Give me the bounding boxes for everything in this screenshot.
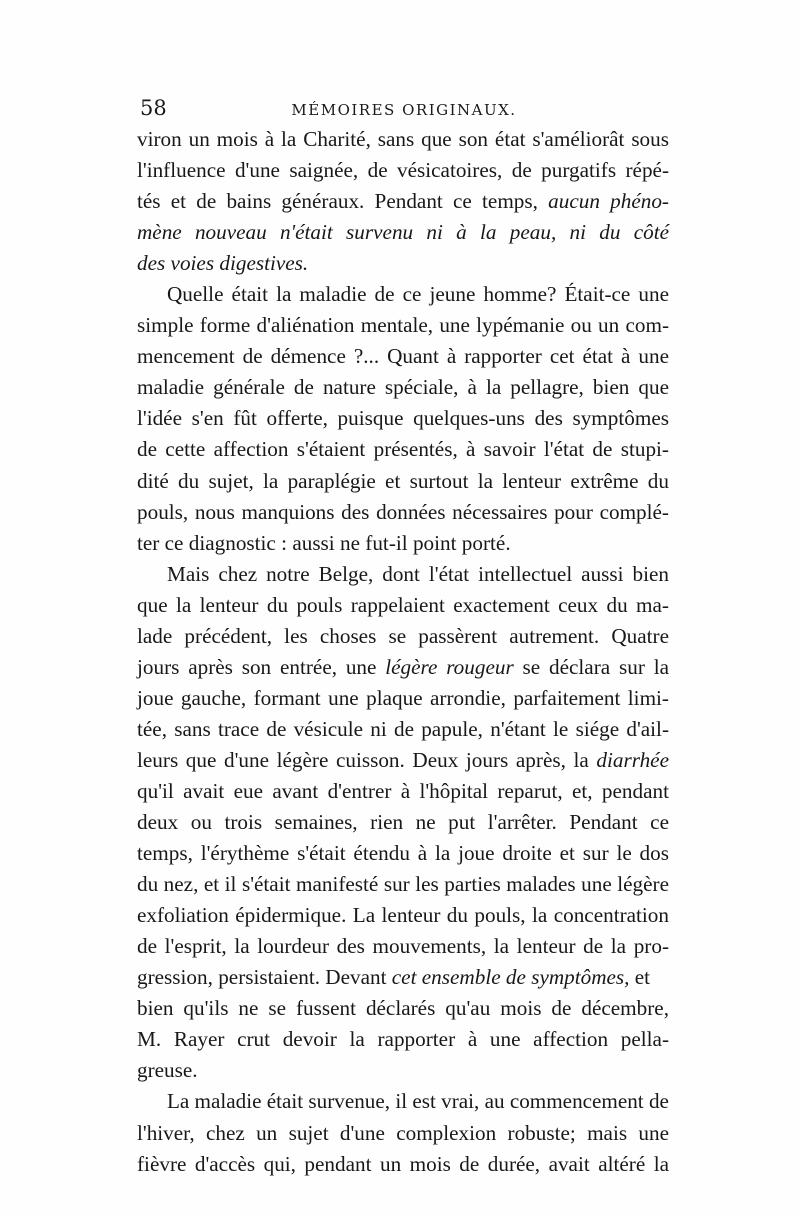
text-line: de cette affection s'étaient présentés, à savoir l'état de stupi- — [137, 437, 669, 462]
text-line: maladie générale de nature spéciale, à la pellagre, bien que — [137, 375, 669, 400]
text-line: ter ce diagnostic : aussi ne fut-il point porté. — [137, 530, 511, 555]
text-line: mène nouveau n'était survenu ni à la peau, ni du côté — [137, 220, 669, 245]
text-line: tés et de bains généraux. Pendant ce temps, aucun phéno- — [137, 189, 669, 214]
text-line: l'hiver, chez un sujet d'une complexion robuste; mais une — [137, 1120, 669, 1145]
text-line: des voies digestives. — [137, 251, 309, 276]
text-line: Quelle était la maladie de ce jeune homme? Était-ce une — [167, 282, 669, 307]
text-line: viron un mois à la Charité, sans que son état s'améliorât sous — [137, 127, 669, 151]
text-line: leurs que d'une légère cuisson. Deux jours après, la diarrhée — [137, 747, 669, 772]
text-line: M. Rayer crut devoir la rapporter à une affection pella- — [137, 1027, 669, 1052]
text-line: Mais chez notre Belge, dont l'état intellectuel aussi bien — [167, 561, 669, 586]
text-line: de l'esprit, la lourdeur des mouvements, la lenteur de la pro- — [137, 934, 669, 959]
text-line: jours après son entrée, une légère rougeur se déclara sur la — [137, 654, 669, 679]
text-line: fièvre d'accès qui, pendant un mois de durée, avait altéré la — [137, 1151, 669, 1176]
text-line: pouls, nous manquions des données nécessaires pour complé- — [137, 499, 669, 524]
text-line: mencement de démence ?... Quant à rapporter cet état à une — [137, 344, 669, 369]
text-line: lade précédent, les choses se passèrent autrement. Quatre — [137, 623, 669, 648]
text-line: La maladie était survenue, il est vrai, au commencement de — [166, 1089, 669, 1114]
text-line: l'idée s'en fût offerte, puisque quelques-uns des symptômes — [137, 406, 669, 431]
text-line: dité du sujet, la paraplégie et surtout la lenteur extrême du — [137, 468, 669, 493]
text-line: bien qu'ils ne se fussent déclarés qu'au mois de décembre, — [137, 996, 669, 1021]
text-line: tée, sans trace de vésicule ni de papule, n'étant le siége d'ail- — [137, 716, 669, 741]
text-line: joue gauche, formant une plaque arrondie, parfaitement limi- — [137, 685, 669, 710]
text-line: greuse. — [137, 1058, 198, 1083]
page-header — [140, 96, 668, 124]
body-text — [137, 124, 669, 1180]
text-line: qu'il avait eue avant d'entrer à l'hôpital reparut, et, pendant — [137, 778, 669, 803]
text-line: temps, l'érythème s'était étendu à la joue droite et sur le dos — [137, 841, 669, 866]
running-head: MÉMOIRES ORIGINAUX. — [291, 101, 517, 119]
text-line: exfoliation épidermique. La lenteur du pouls, la concentration — [137, 903, 669, 928]
text-line: que la lenteur du pouls rappelaient exactement ceux du ma- — [137, 592, 669, 617]
text-line: simple forme d'aliénation mentale, une lypémanie ou un com- — [137, 313, 669, 338]
text-line: du nez, et il s'était manifesté sur les parties malades une légère — [137, 872, 669, 897]
text-line: gression, persistaient. Devant cet ensemble de symptômes, et — [137, 965, 651, 990]
text-line: deux ou trois semaines, rien ne put l'arrêter. Pendant ce — [137, 810, 669, 835]
page-number: 58 — [140, 96, 167, 120]
text-line: l'influence d'une saignée, de vésicatoires, de purgatifs répé- — [137, 158, 669, 183]
